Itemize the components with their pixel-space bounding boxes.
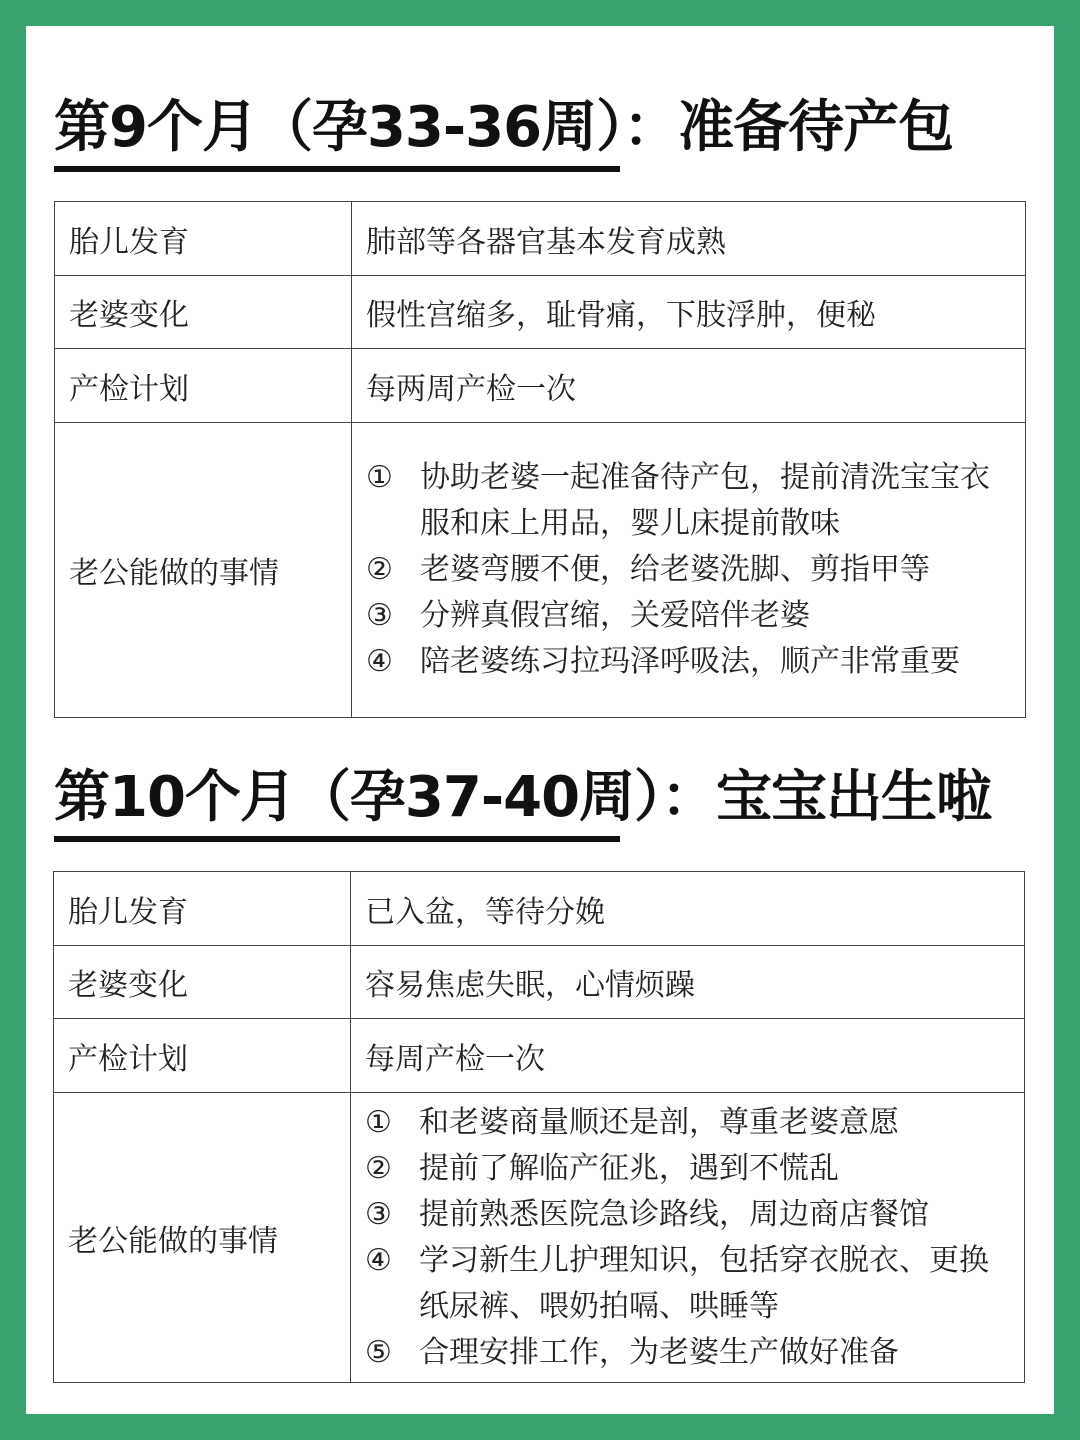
table-row [55,202,1026,276]
info-table-month-9 [54,201,1026,718]
list-item [365,1192,1010,1238]
item-number: ② [366,552,393,587]
row-label: 老公能做的事情 [55,423,352,718]
list-item [365,1100,1010,1146]
row-label: 产检计划 [54,1019,351,1093]
item-text: 陪老婆练习拉玛泽呼吸法，顺产非常重要 [420,644,960,679]
table-row [54,1093,1025,1383]
task-list [365,1100,1010,1376]
item-text: 提前熟悉医院急诊路线，周边商店餐馆 [419,1196,929,1232]
item-number: ⑤ [365,1334,392,1370]
list-item [365,1330,1010,1376]
row-label: 老婆变化 [55,276,352,349]
row-value: 已入盆，等待分娩 [351,872,1025,946]
list-item [366,547,1011,593]
item-number: ① [365,1104,392,1140]
table-row [54,1019,1025,1093]
section-title-month-10: 第10个月（孕37-40周）：宝宝出生啦 [54,765,992,830]
row-value: 肺部等各器官基本发育成熟 [352,202,1026,276]
item-number: ① [366,460,393,495]
item-text: 协助老婆一起准备待产包，提前清洗宝宝衣服和床上用品，婴儿床提前散味 [420,460,990,541]
row-label: 胎儿发育 [55,202,352,276]
list-item [366,455,1011,547]
row-value: 容易焦虑失眠，心情烦躁 [351,946,1025,1019]
table-row [55,423,1026,718]
task-list-cell [352,423,1026,718]
content-card [26,26,1054,1414]
list-item [365,1238,1010,1330]
item-number: ④ [365,1242,392,1278]
row-value: 假性宫缩多，耻骨痛，下肢浮肿，便秘 [352,276,1026,349]
item-text: 和老婆商量顺还是剖，尊重老婆意愿 [419,1104,899,1140]
title-underline [54,836,620,842]
list-item [366,639,1011,685]
table-row [55,276,1026,349]
row-label: 胎儿发育 [54,872,351,946]
item-text: 学习新生儿护理知识，包括穿衣脱衣、更换纸尿裤、喂奶拍嗝、哄睡等 [419,1242,989,1324]
list-item [366,593,1011,639]
item-number: ④ [366,644,393,679]
item-text: 提前了解临产征兆，遇到不慌乱 [419,1150,839,1186]
task-list-cell [351,1093,1025,1383]
item-text: 老婆弯腰不便，给老婆洗脚、剪指甲等 [420,552,930,587]
list-item [365,1146,1010,1192]
item-number: ③ [366,598,393,633]
row-label: 老婆变化 [54,946,351,1019]
section-title-month-9: 第9个月（孕33-36周）：准备待产包 [54,95,954,160]
item-number: ② [365,1150,392,1186]
item-text: 合理安排工作，为老婆生产做好准备 [419,1334,899,1370]
row-value: 每周产检一次 [351,1019,1025,1093]
item-text: 分辨真假宫缩，关爱陪伴老婆 [420,598,810,633]
table-row [55,349,1026,423]
table-row [54,946,1025,1019]
item-number: ③ [365,1196,392,1232]
row-label: 老公能做的事情 [54,1093,351,1383]
info-table-month-10 [53,871,1025,1383]
table-row [54,872,1025,946]
row-value: 每两周产检一次 [352,349,1026,423]
title-underline [54,166,620,172]
row-label: 产检计划 [55,349,352,423]
task-list [366,455,1011,685]
